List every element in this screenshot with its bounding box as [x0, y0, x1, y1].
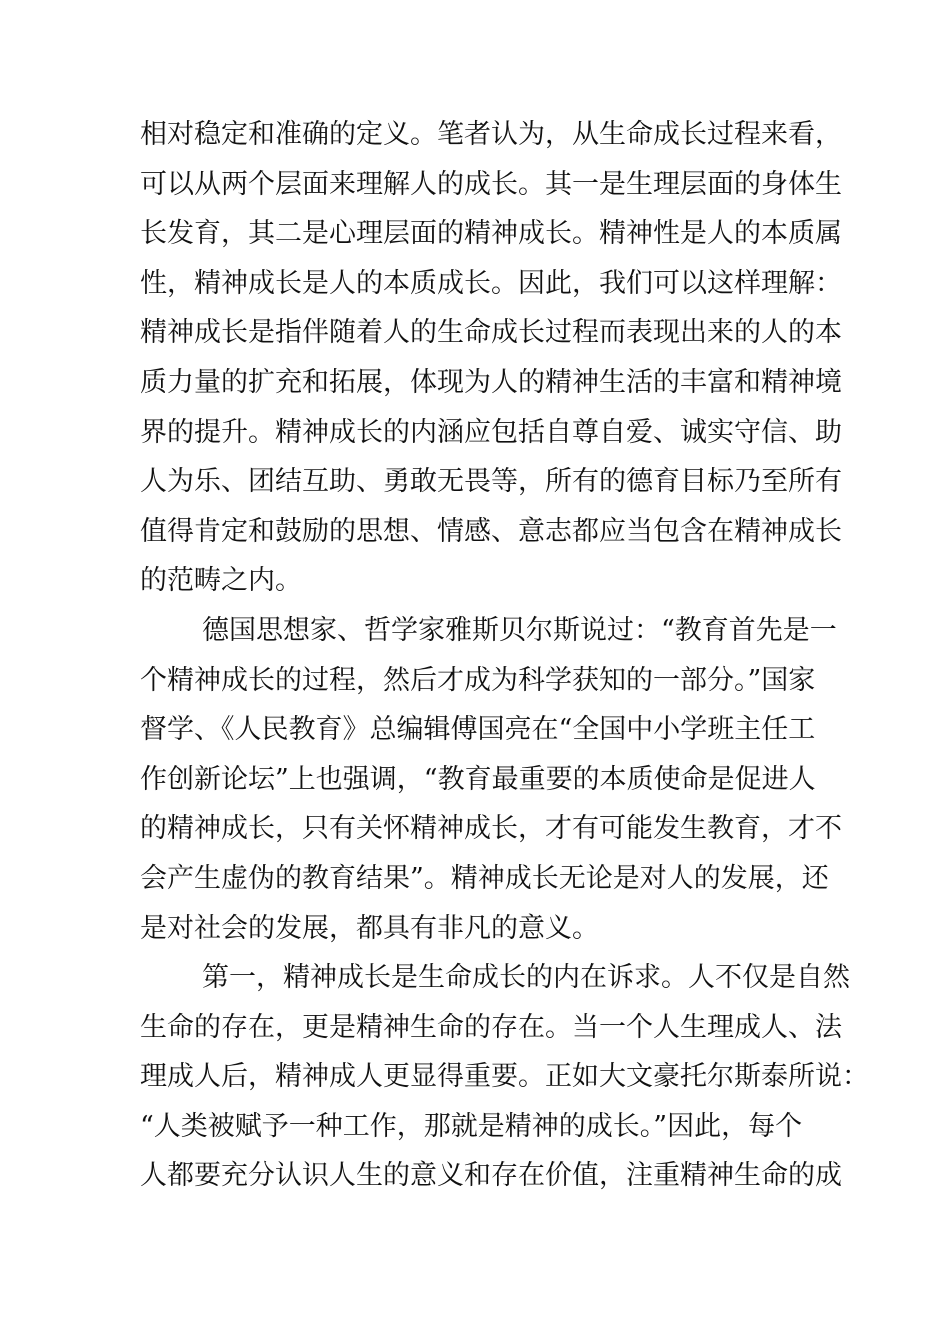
text-line: 个精神成长的过程，然后才成为科学获知的一部分。”国家 [140, 664, 816, 696]
text-line: 生命的存在，更是精神生命的存在。当一个人生理成人、法 [140, 1011, 842, 1043]
text-line: 性，精神成长是人的本质成长。因此，我们可以这样理解： [140, 267, 842, 299]
text-line: 质力量的扩充和拓展，体现为人的精神生活的丰富和精神境 [140, 366, 842, 398]
text-line: 值得肯定和鼓励的思想、情感、意志都应当包含在精神成长 [140, 515, 842, 547]
body-text [140, 110, 869, 1201]
text-line: 德国思想家、哲学家雅斯贝尔斯说过：“教育首先是一 [202, 614, 837, 646]
text-line: 理成人后，精神成人更显得重要。正如大文豪托尔斯泰所说： [140, 1061, 869, 1093]
text-line: 的精神成长，只有关怀精神成长，才有可能发生教育，才不 [140, 813, 842, 845]
text-line: 界的提升。精神成长的内涵应包括自尊自爱、诚实守信、助 [140, 416, 842, 448]
text-line: 人为乐、团结互助、勇敢无畏等，所有的德育目标乃至所有 [140, 466, 842, 498]
text-line: 第一，精神成长是生命成长的内在诉求。人不仅是自然 [202, 962, 850, 994]
text-line: 人都要充分认识人生的意义和存在价值，注重精神生命的成 [140, 1160, 842, 1192]
text-line: 会产生虚伪的教育结果”。精神成长无论是对人的发展，还 [140, 862, 829, 894]
text-line: “人类被赋予一种工作，那就是精神的成长。”因此，每个 [140, 1110, 803, 1142]
text-line: 精神成长是指伴随着人的生命成长过程而表现出来的人的本 [140, 317, 842, 349]
text-line: 的范畴之内。 [140, 565, 302, 597]
text-line: 相对稳定和准确的定义。笔者认为，从生命成长过程来看， [140, 119, 842, 150]
text-line: 可以从两个层面来理解人的成长。其一是生理层面的身体生 [140, 168, 842, 200]
text-line: 督学、《人民教育》总编辑傅国亮在“全国中小学班主任工 [140, 714, 816, 746]
text-line: 是对社会的发展，都具有非凡的意义。 [140, 912, 599, 944]
text-line: 作创新论坛”上也强调，“教育最重要的本质使命是促进人 [140, 763, 816, 795]
text-line: 长发育，其二是心理层面的精神成长。精神性是人的本质属 [140, 218, 842, 250]
